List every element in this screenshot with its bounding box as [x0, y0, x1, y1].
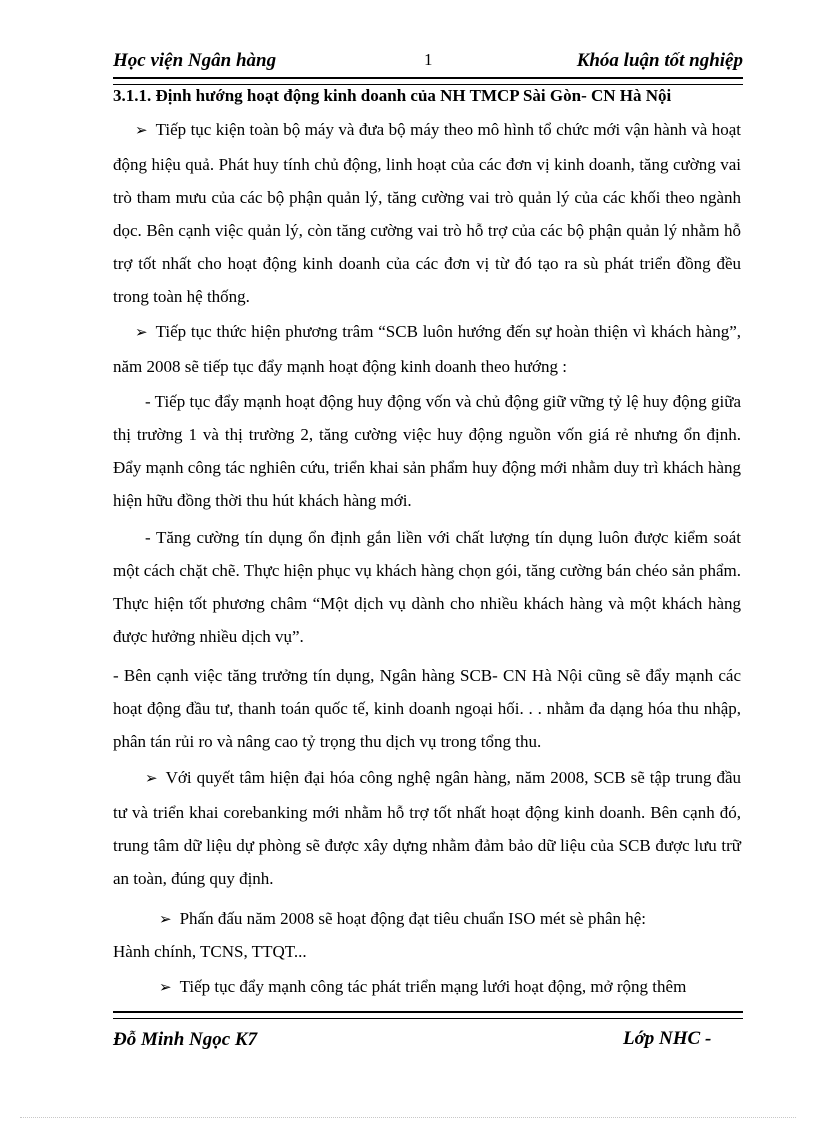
page-header: [113, 50, 743, 80]
footer-class: Lớp NHC -: [623, 1028, 712, 1049]
footer-divider: [113, 1011, 743, 1019]
paragraph-1: [113, 113, 741, 313]
arrow-bullet-icon: ➢: [145, 771, 158, 787]
page-bottom-border: [20, 1117, 796, 1118]
paragraph-2: [113, 315, 741, 383]
paragraph-6-text: Với quyết tâm hiện đại hóa công nghệ ngân hàng, năm 2008, SCB sẽ tập trung đầu tư và triển khai corebanking mới nhằm hỗ trợ tốt nhất hoạt động kinh doanh. Bên cạnh đó, trung tâm dữ liệu dự phòng sẽ được xây dựng nhằm đảm bảo dữ liệu của SCB được lưu trữ an toàn, đúng quy định.: [113, 768, 741, 888]
section-title: 3.1.1. Định hướng hoạt động kinh doanh của NH TMCP Sài Gòn- CN Hà Nội: [113, 86, 672, 105]
paragraph-8: [113, 970, 741, 1005]
page-number: 1: [424, 50, 433, 69]
arrow-bullet-icon: ➢: [159, 980, 172, 996]
arrow-bullet-icon: ➢: [135, 123, 148, 139]
paragraph-3: - Tiếp tục đẩy mạnh hoạt động huy động vốn và chủ động giữ vững tỷ lệ huy động giữa thị trường 1 và thị trường 2, tăng cường việc huy động nguồn vốn giá rẻ nhưng ổn định. Đẩy mạnh công tác nghiên cứu, triển khai sản phẩm huy động mới nhằm duy trì khách hàng hiện hữu đồng thời thu hút khách hàng mới.: [113, 392, 741, 510]
paragraph-5: - Bên cạnh việc tăng trưởng tín dụng, Ngân hàng SCB- CN Hà Nội cũng sẽ đẩy mạnh các hoạt động đầu tư, thanh toán quốc tế, kinh doanh ngoại hối. . . nhằm đa dạng hóa thu nhập, phân tán rủi ro và nâng cao tỷ trọng thu dịch vụ trong tổng thu.: [113, 666, 741, 751]
paragraph-2-text: Tiếp tục thức hiện phương trâm “SCB luôn hướng đến sự hoàn thiện vì khách hàng”, năm 2008 sẽ tiếp tục đẩy mạnh hoạt động kinh doanh theo hướng :: [113, 322, 741, 376]
header-institution: Học viện Ngân hàng: [113, 50, 277, 71]
paragraph-1-text: Tiếp tục kiện toàn bộ máy và đưa bộ máy theo mô hình tổ chức mới vận hành và hoạt động hiệu quả. Phát huy tính chủ động, linh hoạt của các đơn vị kinh doanh, tăng cường vai trò tham mưu của các bộ phận quản lý, tăng cường vai trò quản lý của các khối theo ngành dọc. Bên cạnh việc quản lý, còn tăng cường vai trò hỗ trợ của các bộ phận quản lý nhằm hỗ trợ tốt nhất cho hoạt động kinh doanh của các đơn vị từ đó tạo ra sù phát triển đồng đều trong toàn hệ thống.: [113, 120, 741, 306]
paragraph-7-text: Phấn đấu năm 2008 sẽ hoạt động đạt tiêu chuẩn ISO mét sè phân hệ:: [179, 909, 647, 928]
paragraph-7: [113, 902, 741, 937]
paragraph-7-continued: Hành chính, TCNS, TTQT...: [113, 942, 307, 961]
arrow-bullet-icon: ➢: [159, 912, 172, 928]
arrow-bullet-icon: ➢: [135, 325, 148, 341]
paragraph-4: - Tăng cường tín dụng ổn định gắn liền với chất lượng tín dụng luôn được kiểm soát một cách chặt chẽ. Thực hiện phục vụ khách hàng chọn gói, tăng cường bán chéo sản phẩm. Thực hiện tốt phương châm “Một dịch vụ dành cho nhiều khách hàng và một khách hàng được hưởng nhiều dịch vụ”.: [113, 528, 741, 646]
header-divider: [113, 77, 743, 85]
header-document-type: Khóa luận tốt nghiệp: [576, 50, 743, 71]
paragraph-6: [113, 761, 741, 895]
paragraph-8-text: Tiếp tục đẩy mạnh công tác phát triển mạng lưới hoạt động, mở rộng thêm: [179, 977, 687, 996]
footer-author: Đỗ Minh Ngọc K7: [113, 1029, 258, 1050]
